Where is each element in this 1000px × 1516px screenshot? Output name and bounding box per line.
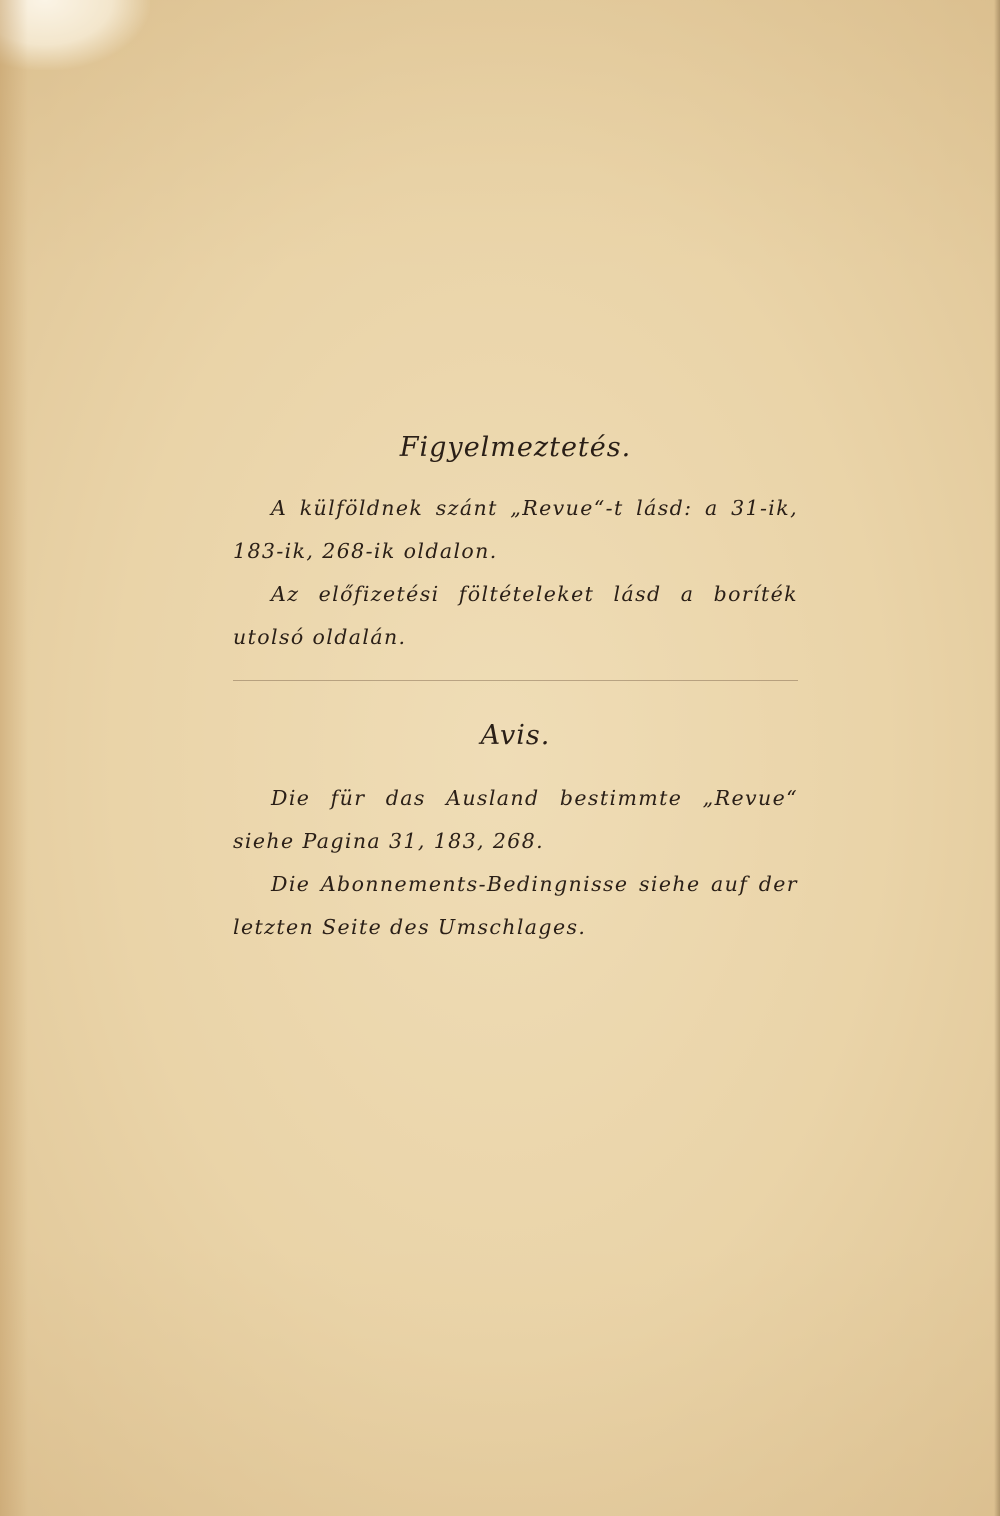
section-divider [233,680,798,681]
german-title: Avis. [480,720,551,751]
german-notice [233,720,798,949]
german-paragraph-revue: Die für das Ausland bestimmte „Revue“ siehe Pagina 31, 183, 268. [233,786,798,853]
hungarian-paragraph-revue: A külföldnek szánt „Revue“-t lásd: a 31-ik, 183-ik, 268-ik oldalon. [233,496,798,563]
hungarian-title: Figyelmeztetés. [399,432,632,463]
page-edge-shadow-right [994,0,1000,1516]
hungarian-paragraph-subscription: Az előfizetési föltételeket lásd a boríték utolsó oldalán. [233,582,798,649]
page-edge-shadow-left [0,0,28,1516]
german-paragraph-subscription: Die Abonnements-Bedingnisse siehe auf der letzten Seite des Umschlages. [233,872,798,939]
hungarian-notice [233,432,798,659]
